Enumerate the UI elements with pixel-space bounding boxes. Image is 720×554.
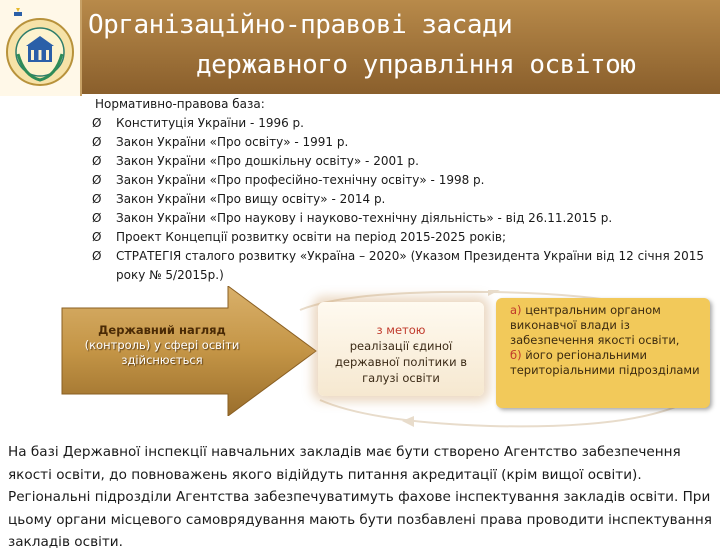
list-item [92,228,707,247]
arrow-bullet-icon: Ø [92,154,102,168]
purpose-line2: реалізації єдиної [349,339,453,353]
page-title-line1: Організаційно-правові засади [88,10,513,40]
purpose-line3: державної політики в [334,355,468,369]
university-emblem-icon [4,6,76,92]
arrow-bullet-icon: Ø [92,192,102,206]
list-item-text: Закон України «Про вищу освіту» - 2014 р. [116,192,386,206]
arrow-bullet-icon: Ø [92,230,102,244]
arrow-bullet-icon: Ø [92,211,102,225]
arrow-label-line2: (контроль) у сфері освіти [84,338,240,352]
list-item-text: Закон України «Про дошкільну освіту» - 2001 р. [116,154,419,168]
legal-base-heading: Нормативно-правова база: [95,97,265,111]
purpose-text [318,322,484,386]
list-item [92,190,707,209]
list-item-text: Конституція України - 1996 р. [116,116,304,130]
arrow-label-line3: здійснюється [121,353,203,367]
list-item [92,171,707,190]
purpose-line1: з метою [376,323,426,337]
executor-b-text: його регіональними територіальними підрозділами [510,348,700,377]
arrow-label [66,323,258,368]
list-item-text: Закон України «Про освіту» - 1991 р. [116,135,349,149]
list-item [92,209,707,228]
arrow-label-line1: Державний нагляд [98,323,226,337]
executor-a-label: а) [510,303,522,317]
executor-a-text: центральним органом виконавчої влади із забезпечення якості освіти, [510,303,680,347]
executor-b-label: б) [510,348,522,362]
list-item-text: Проект Концепції розвитку освіти на період 2015-2025 років; [116,230,507,244]
list-item [92,247,707,285]
executors-text [510,303,704,378]
logo-panel [0,0,82,96]
list-item [92,114,707,133]
list-item-text: СТРАТЕГІЯ сталого розвитку «Україна – 2020» (Указом Президента України від 12 січня 2015 року № 5/2015р.) [116,249,705,282]
list-item [92,133,707,152]
agency-paragraph: На базі Державної інспекції навчальних закладів має бути створено Агентство забезпечення якості освіти, до повноважень якого відійдуть питання акредитації (крім вищої освіти). Регіональні підрозділи Агентства забезпечуватимуть фахове інспектування закладів освіти. При цьому органи місцевого самоврядування мають бути позбавлені права проводити інспектування закладів освіти. [8,444,712,550]
legal-base-list [92,114,707,285]
purpose-line4: галузі освіти [362,371,440,385]
arrow-bullet-icon: Ø [92,135,102,149]
list-item-text: Закон України «Про наукову і науково-технічну діяльність» - від 26.11.2015 р. [116,211,613,225]
page-title-line2: державного управління освітою [196,50,636,80]
list-item-text: Закон України «Про професійно-технічну освіту» - 1998 р. [116,173,485,187]
list-item [92,152,707,171]
arrow-bullet-icon: Ø [92,249,102,263]
arrow-bullet-icon: Ø [92,116,102,130]
arrow-bullet-icon: Ø [92,173,102,187]
